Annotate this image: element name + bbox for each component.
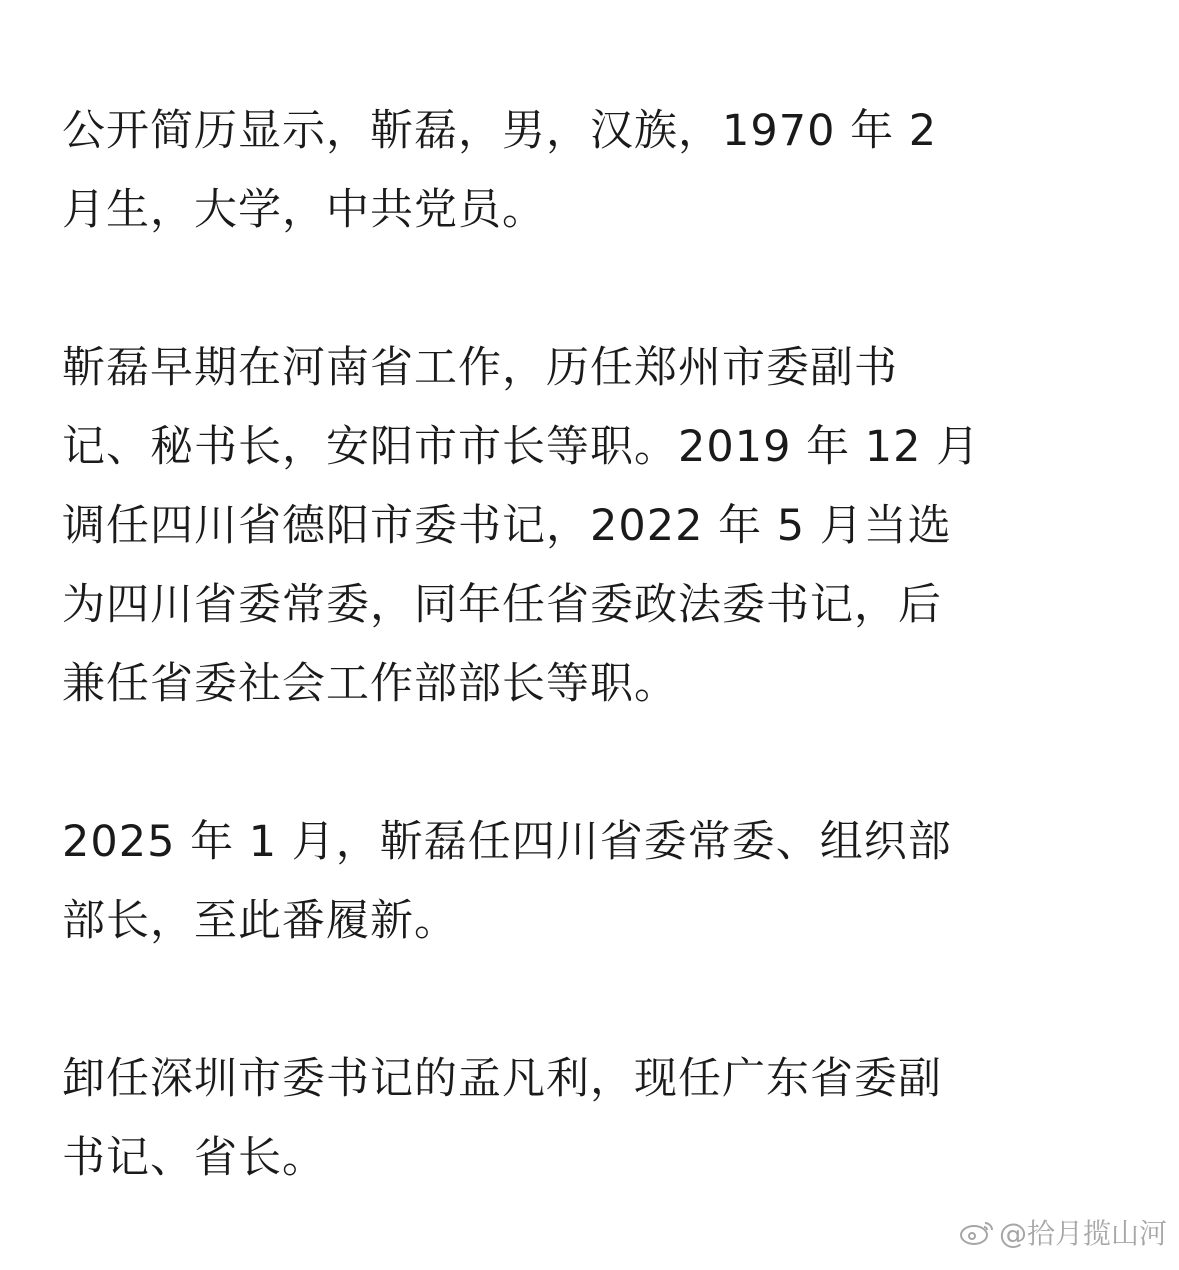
paragraph-1: 公开简历显示，靳磊，男，汉族，1970 年 2 月生，大学，中共党员。 bbox=[62, 106, 938, 235]
paragraph-2: 靳磊早期在河南省工作，历任郑州市委副书 记、秘书长，安阳市市长等职。2019 年 12 月 调任四川省德阳市委书记，2022 年 5 月当选 为四川省委常委，同年任省委政法委书记，后 兼任省委社会工作部部长等职。 bbox=[62, 343, 981, 709]
article-body bbox=[62, 92, 1122, 1198]
weibo-logo-icon bbox=[959, 1217, 995, 1247]
watermark-handle: @拾月揽山河 bbox=[998, 1217, 1167, 1250]
paragraph-3: 2025 年 1 月，靳磊任四川省委常委、组织部 部长，至此番履新。 bbox=[62, 817, 952, 946]
watermark bbox=[959, 1212, 1167, 1252]
paragraph-4: 卸任深圳市委书记的孟凡利，现任广东省委副 书记、省长。 bbox=[62, 1054, 942, 1183]
